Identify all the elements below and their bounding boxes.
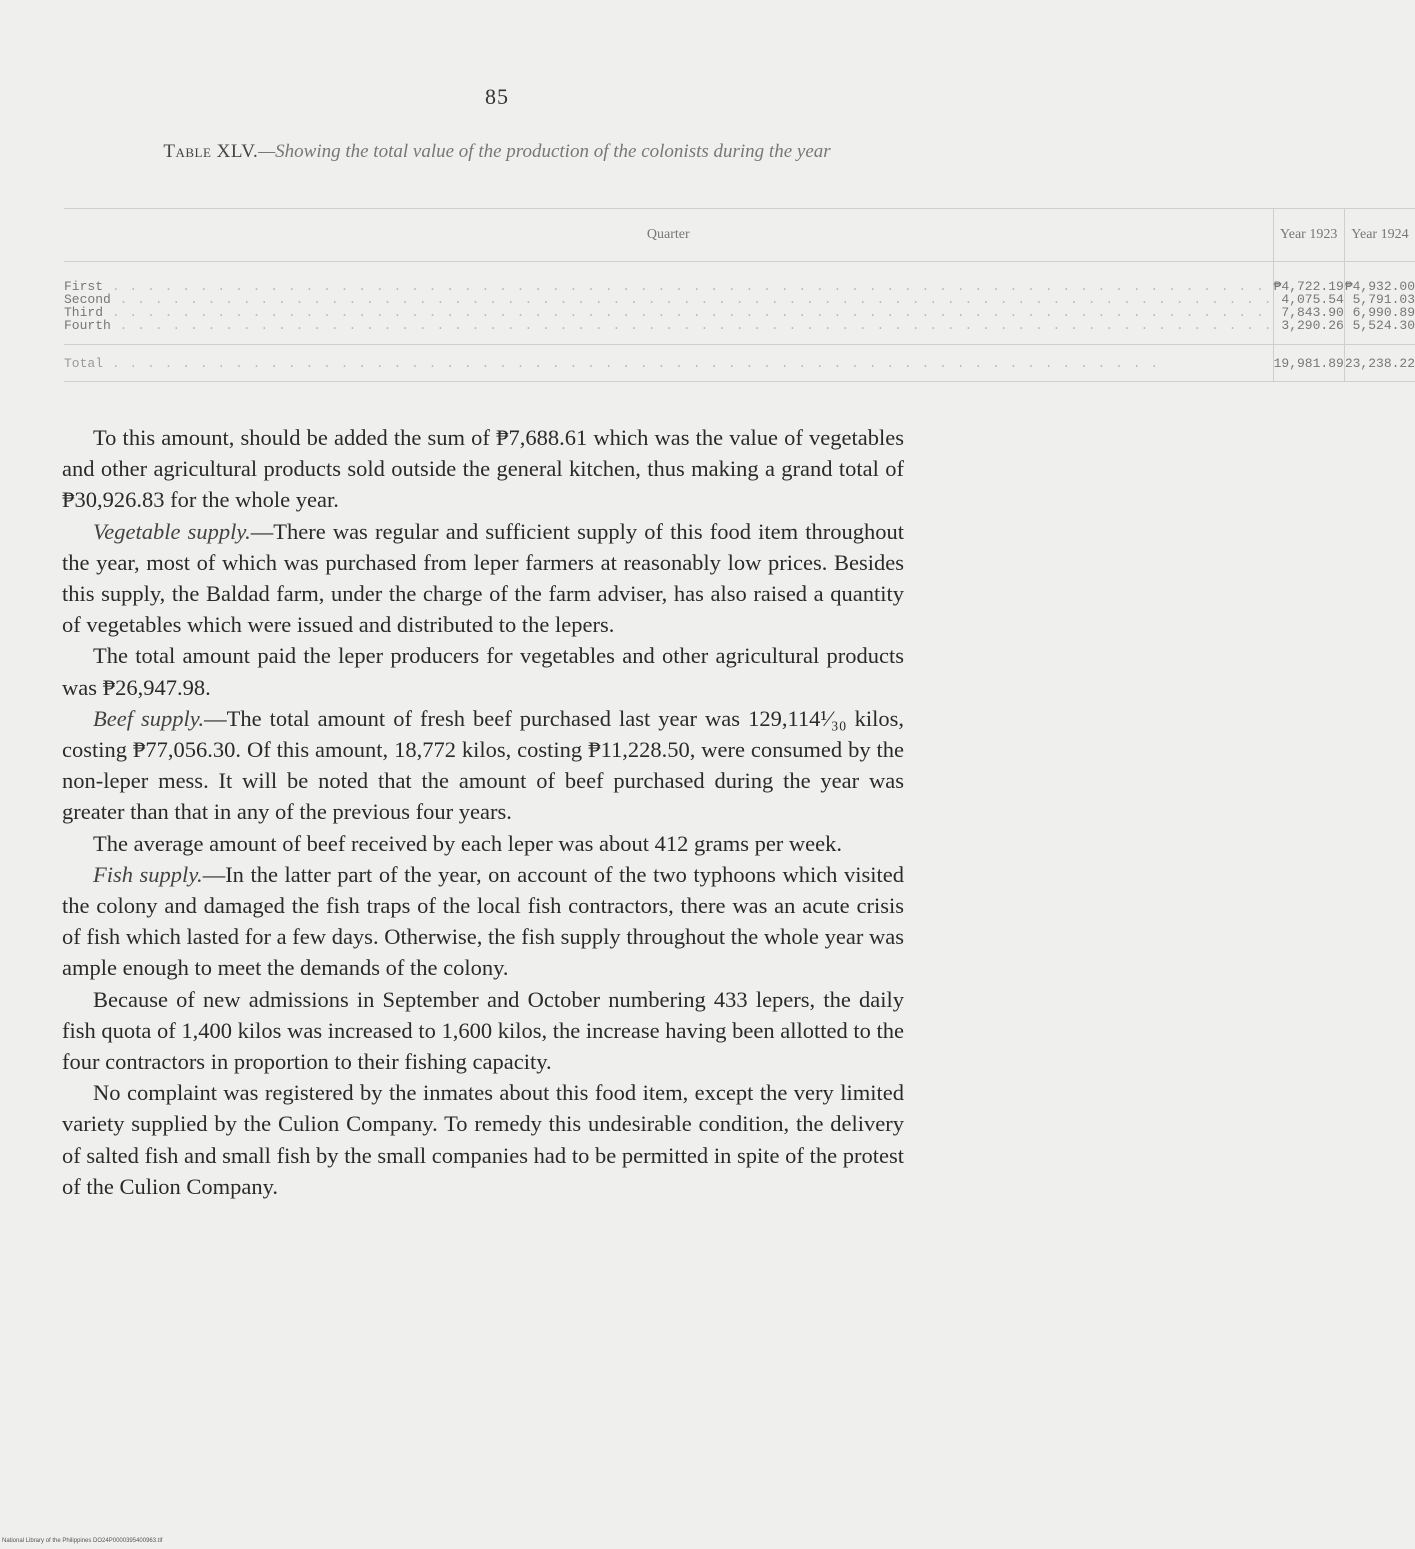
total-label: Total [64,355,104,371]
header-year-1923: Year 1923 [1273,209,1344,262]
table-row: First . . . . . . . . . . . . . . . . . . . . . . . . . . . . . . . . . . . . . . . . . . . . . . . . . . . . . . . . . . . . . . . . . . ₱4,722.19 ₱4,932.00 [64,262,1415,294]
body-text [62,422,904,1202]
table-caption-label: Table XLV. [163,141,259,162]
total-1923: 19,981.89 [1273,345,1344,382]
paragraph-beef-supply: Beef supply.—The total amount of fresh beef purchased last year was 129,114¹⁄₃₀ kilos, costing ₱77,056.30. Of this amount, 18,772 kilos, costing ₱11,228.50, were consumed by the non-leper mess. It will be noted that the amount of beef purchased during the year was greater than that in any of the previous four years. [62,705,904,825]
quarter-label: Second [64,292,111,307]
paragraph-fish-complaint: No complaint was registered by the inmates about this food item, except the very limited variety supplied by the Culion Company. To remedy this undesirable condition, the delivery of salted fish and small fish by the small companies had to be permitted in spite of the protest of the Culion Company. [62,1080,904,1199]
table-caption [60,140,934,164]
header-year-1924: Year 1924 [1344,209,1415,262]
table-caption-text: —Showing the total value of the production of the colonists during the year [258,141,831,162]
header-quarter: Quarter [64,209,1273,262]
paragraph-fish-supply: Fish supply.—In the latter part of the year, on account of the two typhoons which visited the colony and damaged the fish traps of the local fish contractors, there was an acute crisis of fish which lasted for a few days. Otherwise, the fish supply throughout the whole year was ample enough to meet the demands of the colony. [62,861,904,981]
quarter-label: First [64,279,104,294]
quarter-label: Fourth [64,318,111,333]
paragraph-fish-quota: Because of new admissions in September and October numbering 433 lepers, the daily fish quota of 1,400 kilos was increased to 1,600 kilos, the increase having been allotted to the four contractors in proportion to their fishing capacity. [62,986,904,1075]
value-1923: 7,843.90 [1273,306,1344,319]
table-total-row: Total . . . . . . . . . . . . . . . . . . . . . . . . . . . . . . . . . . . . . . . . . . . . . . . . . . . . . . . . . . . . 19,981.89 23,238.22 [64,345,1415,382]
paragraph-vegetable-payment: The total amount paid the leper producers for vegetables and other agricultural products was ₱26,947.98. [62,643,904,700]
table-row: Third . . . . . . . . . . . . . . . . . . . . . . . . . . . . . . . . . . . . . . . . . . . . . . . . . . . . . . . . . . . . . . . . . . 7,843.90 6,990.89 [64,305,1415,320]
section-heading: Fish supply. [93,861,203,887]
value-1924: ₱4,932.00 [1344,279,1415,294]
page-number: 85 [485,84,509,109]
paragraph-grand-total: To this amount, should be added the sum of ₱7,688.61 which was the value of vegetables and other agricultural products sold outside the general kitchen, thus making a grand total of ₱30,926.83 for the whole year. [62,425,904,513]
value-1924: 5,524.30 [1352,318,1415,333]
value-1924: 6,990.89 [1352,305,1415,320]
section-heading: Vegetable supply. [93,518,251,544]
production-table [64,208,1415,382]
table-header-row [64,209,1415,262]
table-row: Second . . . . . . . . . . . . . . . . . . . . . . . . . . . . . . . . . . . . . . . . . . . . . . . . . . . . . . . . . . . . . . . . . . 4,075.54 5,791.03 [64,292,1415,307]
paragraph-beef-average: The average amount of beef received by each leper was about 412 grams per week. [93,830,843,856]
value-1924: 5,791.03 [1352,292,1415,307]
table-row: Fourth . . . . . . . . . . . . . . . . . . . . . . . . . . . . . . . . . . . . . . . . . . . . . . . . . . . . . . . . . . . . . . . . . . 3,290.26 5,524.30 [64,319,1415,345]
value-1923: 3,290.26 [1273,319,1344,345]
total-1924: 23,238.22 [1344,345,1415,382]
value-1923: ₱4,722.19 [1273,262,1344,294]
scan-footer: National Library of the Philippines DO24P0000395400963.tif [2,1538,163,1544]
quarter-label: Third [64,305,104,320]
paragraph-vegetable-supply: Vegetable supply.—There was regular and sufficient supply of this food item throughout the year, most of which was purchased from leper farmers at reasonably low prices. Besides this supply, the Baldad farm, under the charge of the farm adviser, has also raised a quantity of vegetables which were issued and distributed to the lepers. [62,518,905,638]
section-heading: Beef supply. [93,705,205,731]
value-1923: 4,075.54 [1273,293,1344,306]
